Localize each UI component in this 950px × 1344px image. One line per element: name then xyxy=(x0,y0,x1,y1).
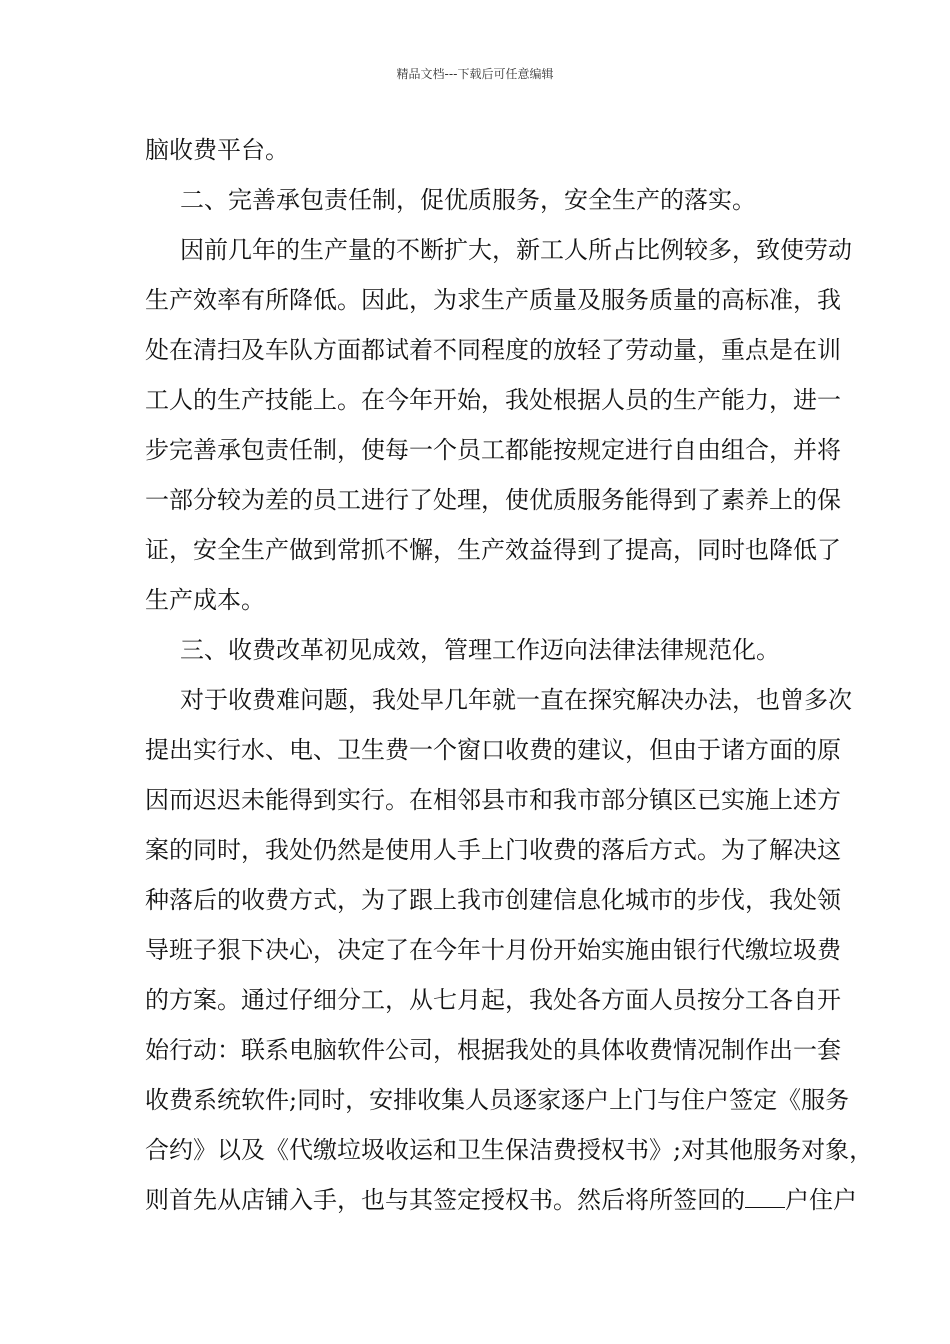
body-line: 脑收费平台。 xyxy=(145,136,289,164)
body-line: 证，安全生产做到常抓不懈，生产效益得到了提高，同时也降低了 xyxy=(145,536,841,564)
body-line: 导班子狠下决心，决定了在今年十月份开始实施由银行代缴垃圾费 xyxy=(145,936,841,964)
fill-in-blank xyxy=(745,1187,785,1208)
body-line: 种落后的收费方式，为了跟上我市创建信息化城市的步伐，我处领 xyxy=(145,886,841,914)
body-line: 生产成本。 xyxy=(145,586,265,614)
section-heading: 二、完善承包责任制，促优质服务，安全生产的落实。 xyxy=(180,186,756,214)
body-line: 因而迟迟未能得到实行。在相邻县市和我市部分镇区已实施上述方 xyxy=(145,786,841,814)
body-line: 对于收费难问题，我处早几年就一直在探究解决办法，也曾多次 xyxy=(180,686,852,714)
body-line: 工人的生产技能上。在今年开始，我处根据人员的生产能力，进一 xyxy=(145,386,841,414)
body-line: 收费系统软件;同时，安排收集人员逐家逐户上门与住户签定《服务 xyxy=(145,1086,850,1114)
section-heading: 三、收费改革初见成效，管理工作迈向法律法律规范化。 xyxy=(180,636,780,664)
body-line: 一部分较为差的员工进行了处理，使优质服务能得到了素养上的保 xyxy=(145,486,841,514)
body-line: 始行动：联系电脑软件公司，根据我处的具体收费情况制作出一套 xyxy=(145,1036,841,1064)
body-line: 处在清扫及车队方面都试着不同程度的放轻了劳动量，重点是在训 xyxy=(145,336,841,364)
body-line: 因前几年的生产量的不断扩大，新工人所占比例较多，致使劳动 xyxy=(180,236,852,264)
body-line-text: 则首先从店铺入手，也与其签定授权书。然后将所签回的 xyxy=(145,1186,745,1214)
body-line-tail: 户住户 xyxy=(785,1186,857,1214)
body-line: 合约》以及《代缴垃圾收运和卫生保洁费授权书》;对其他服务对象， xyxy=(145,1136,874,1164)
body-line: 案的同时，我处仍然是使用人手上门收费的落后方式。为了解决这 xyxy=(145,836,841,864)
body-line-last xyxy=(145,1185,857,1215)
page-header: 精品文档---下载后可任意编辑 xyxy=(396,67,554,81)
body-line: 生产效率有所降低。因此，为求生产质量及服务质量的高标准，我 xyxy=(145,286,841,314)
body-line: 步完善承包责任制，使每一个员工都能按规定进行自由组合，并将 xyxy=(145,436,841,464)
body-line: 的方案。通过仔细分工，从七月起，我处各方面人员按分工各自开 xyxy=(145,986,841,1014)
body-line: 提出实行水、电、卫生费一个窗口收费的建议，但由于诸方面的原 xyxy=(145,736,841,764)
